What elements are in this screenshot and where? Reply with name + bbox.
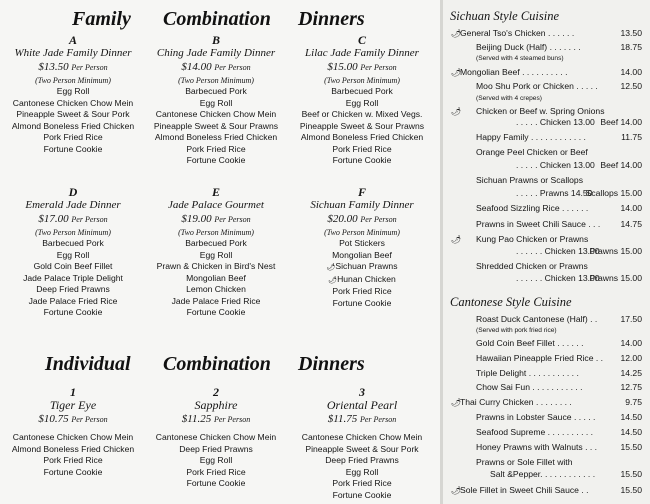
dinner-price: $13.50 Per Person bbox=[38, 61, 108, 73]
individual-title: Tiger Eye bbox=[49, 398, 97, 412]
dinner-b bbox=[143, 34, 289, 167]
dinner-item: Barbecued Pork bbox=[331, 86, 393, 96]
dinner-item: Prawn & Chicken in Bird's Nest bbox=[156, 261, 276, 271]
dinner-price: $15.00 Per Person bbox=[327, 61, 397, 73]
individual-item: Cantonese Chicken Chow Mein bbox=[12, 432, 134, 442]
dinner-item: Beef or Chicken w. Mixed Vegs. bbox=[301, 109, 423, 119]
dinner-item: Gold Coin Beef Fillet bbox=[33, 261, 113, 271]
dinner-item: Fortune Cookie bbox=[186, 155, 246, 165]
pepper-icon: 🌶 bbox=[451, 398, 462, 407]
individual-3 bbox=[289, 386, 435, 501]
dinner-item: Almond Boneless Fried Chicken bbox=[300, 132, 424, 142]
dinner-letter: F bbox=[357, 185, 366, 199]
dinner-minimum: (Two Person Minimum) bbox=[324, 76, 400, 85]
individual-number: 1 bbox=[70, 385, 76, 399]
pepper-icon: 🌶 bbox=[451, 68, 462, 77]
dinner-item: Jade Palace Triple Delight bbox=[23, 272, 123, 283]
pepper-icon: 🌶 bbox=[451, 235, 462, 244]
dinner-item: Egg Roll bbox=[199, 249, 233, 260]
individual-item: Fortune Cookie bbox=[43, 466, 103, 477]
individual-item: Egg Roll bbox=[199, 455, 233, 465]
dinner-f bbox=[289, 186, 435, 309]
dinner-item: Egg Roll bbox=[56, 249, 90, 260]
pepper-icon: 🌶 bbox=[328, 276, 338, 284]
dinner-item: Fortune Cookie bbox=[43, 143, 103, 154]
dinner-item: Mongolian Beef bbox=[186, 272, 246, 283]
dinner-letter: E bbox=[211, 185, 220, 199]
dinner-item: Barbecued Pork bbox=[185, 86, 247, 96]
dinner-item: Lemon Chicken bbox=[186, 284, 246, 294]
dinner-price: $17.00 Per Person bbox=[38, 213, 108, 225]
header-combination-2: Combination bbox=[163, 353, 271, 375]
individual-item: Cantonese Chicken Chow Mein bbox=[301, 432, 423, 442]
dinner-item: Almond Boneless Fried Chicken bbox=[11, 120, 135, 131]
header-dinners-2: Dinners bbox=[298, 353, 365, 375]
dinner-d bbox=[0, 186, 146, 319]
dinner-item: Pot Stickers bbox=[339, 238, 385, 248]
dinner-title: Ching Jade Family Dinner bbox=[156, 47, 276, 59]
dinner-letter: D bbox=[68, 185, 78, 199]
dinner-title: Sichuan Family Dinner bbox=[310, 199, 414, 211]
individual-price: $11.25 Per Person bbox=[181, 413, 251, 425]
dinner-item: Egg Roll bbox=[199, 97, 233, 108]
dinner-item: Pork Fried Rice bbox=[186, 143, 246, 154]
individual-item: Deep Fried Prawns bbox=[325, 455, 399, 465]
individual-item: Pork Fried Rice bbox=[332, 478, 392, 488]
individual-item: Pork Fried Rice bbox=[43, 455, 103, 465]
dinner-e bbox=[143, 186, 289, 319]
individual-1 bbox=[0, 386, 146, 478]
dinner-minimum: (Two Person Minimum) bbox=[178, 76, 254, 85]
individual-title: Oriental Pearl bbox=[326, 398, 398, 412]
individual-title: Sapphire bbox=[194, 398, 238, 412]
individual-2 bbox=[143, 386, 289, 490]
dinner-item: Cantonese Chicken Chow Mein bbox=[155, 109, 277, 119]
individual-price: $10.75 Per Person bbox=[38, 413, 108, 425]
dinner-minimum: (Two Person Minimum) bbox=[178, 228, 254, 237]
dinner-letter: C bbox=[357, 33, 366, 47]
dinner-price: $14.00 Per Person bbox=[181, 61, 251, 73]
pepper-icon: 🌶 bbox=[451, 29, 462, 38]
dinner-item: Deep Fried Prawns bbox=[36, 284, 110, 294]
pepper-icon: 🌶 bbox=[326, 264, 336, 271]
dinner-minimum: (Two Person Minimum) bbox=[35, 76, 111, 85]
individual-item: Pineapple Sweet & Sour Pork bbox=[305, 443, 419, 454]
individual-price: $11.75 Per Person bbox=[327, 413, 397, 425]
dinner-item: Fortune Cookie bbox=[43, 307, 103, 317]
dinner-c bbox=[289, 34, 435, 167]
dinner-letter: B bbox=[211, 33, 220, 47]
dinner-item: Jade Palace Fried Rice bbox=[171, 295, 261, 306]
dinner-item: Fortune Cookie bbox=[332, 297, 392, 308]
dinner-item: Pineapple Sweet & Sour Prawns bbox=[153, 120, 279, 131]
section-title-cantonese: Cantonese Style Cuisine bbox=[450, 295, 572, 309]
dinner-item: Egg Roll bbox=[345, 97, 379, 108]
individual-number: 2 bbox=[213, 385, 219, 399]
section-title-sichuan: Sichuan Style Cuisine bbox=[450, 9, 560, 23]
dinner-price: $19.00 Per Person bbox=[181, 213, 251, 225]
pepper-icon: 🌶 bbox=[451, 486, 462, 495]
dinner-item: Barbecued Pork bbox=[42, 238, 104, 248]
individual-item: Deep Fried Prawns bbox=[179, 443, 253, 454]
dinner-title: White Jade Family Dinner bbox=[14, 47, 132, 59]
dinner-letter: A bbox=[68, 33, 77, 47]
dinner-item: Barbecued Pork bbox=[185, 238, 247, 248]
dinner-a bbox=[0, 34, 146, 155]
individual-number: 3 bbox=[359, 385, 365, 399]
dinner-item: Pineapple Sweet & Sour Pork bbox=[16, 109, 130, 119]
dinner-item: Pork Fried Rice bbox=[332, 143, 392, 154]
dinner-item: Mongolian Beef bbox=[332, 249, 392, 260]
dinner-item: Pork Fried Rice bbox=[332, 286, 392, 296]
individual-item: Cantonese Chicken Chow Mein bbox=[155, 432, 277, 442]
dinner-item: Fortune Cookie bbox=[332, 155, 392, 165]
dinner-item: Jade Palace Fried Rice bbox=[28, 295, 118, 306]
dinner-item: Cantonese Chicken Chow Mein bbox=[12, 97, 134, 108]
dinner-title: Lilac Jade Family Dinner bbox=[305, 47, 419, 59]
dinner-item: Fortune Cookie bbox=[186, 307, 246, 317]
header-combination: Combination bbox=[163, 8, 271, 30]
dinner-item: Pork Fried Rice bbox=[43, 132, 103, 142]
dinner-item: 🌶Hunan Chicken bbox=[328, 273, 396, 284]
dinner-item: Pineapple Sweet & Sour Prawns bbox=[299, 120, 425, 131]
individual-item: Egg Roll bbox=[345, 466, 379, 477]
dinner-item: Almond Boneless Fried Chicken bbox=[154, 132, 278, 142]
header-individual: Individual bbox=[45, 353, 131, 375]
dinner-minimum: (Two Person Minimum) bbox=[324, 228, 400, 237]
dinner-item: 🌶Sichuan Prawns bbox=[326, 261, 398, 271]
dinner-price: $20.00 Per Person bbox=[327, 213, 397, 225]
header-dinners: Dinners bbox=[298, 8, 365, 30]
pepper-icon: 🌶 bbox=[451, 107, 462, 116]
dinner-title: Emerald Jade Dinner bbox=[25, 199, 121, 211]
individual-item: Pork Fried Rice bbox=[186, 466, 246, 477]
dinner-minimum: (Two Person Minimum) bbox=[35, 228, 111, 237]
dinner-item: Egg Roll bbox=[56, 86, 90, 96]
individual-item: Almond Boneless Fried Chicken bbox=[11, 443, 135, 454]
header-family: Family bbox=[72, 8, 131, 30]
individual-item: Fortune Cookie bbox=[332, 489, 392, 500]
dinner-title: Jade Palace Gourmet bbox=[168, 199, 264, 211]
individual-item: Fortune Cookie bbox=[186, 478, 246, 488]
